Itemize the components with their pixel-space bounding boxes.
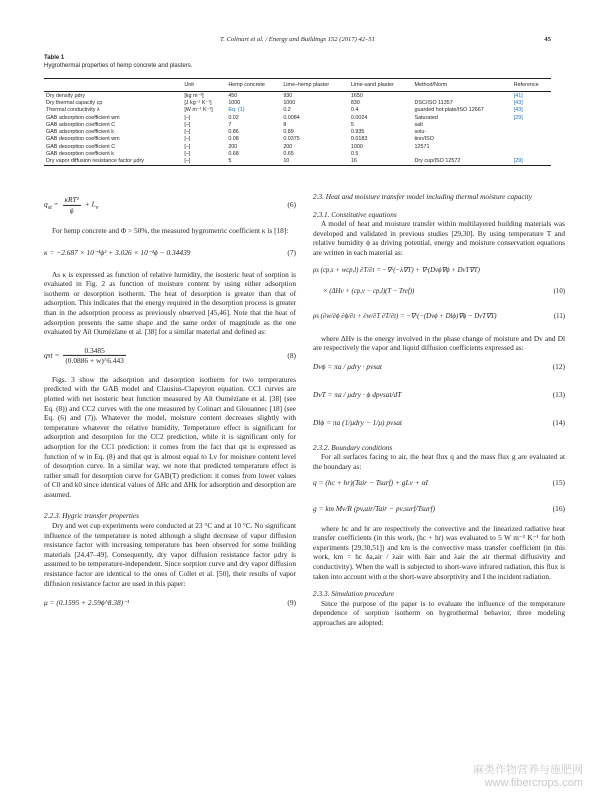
equation-8: [44, 337, 296, 375]
equation-10b: [313, 284, 565, 300]
paragraph: Since the purpose of the paper is to evaluate the influence of the temperature dependence of sorption isotherm on hygrothermal behavior, three modeling approaches are adopted:: [313, 598, 565, 627]
table-cell: Dry thermal capacity cp: [46, 99, 103, 106]
table-cell: [512, 136, 551, 143]
table-cell: 7: [228, 121, 232, 128]
table-cell: guarded hot plate/ISO 12667: [414, 107, 484, 114]
eq8-number: (8): [287, 350, 296, 360]
table-cell: 830: [350, 99, 360, 106]
table-cell: 1650: [350, 92, 363, 99]
table-row: [44, 136, 551, 143]
eq14-body: Dlϕ = πa (1/μdry − 1/μ) pvsat: [313, 417, 402, 427]
table-cell: [512, 143, 551, 150]
table-cell: [–]: [184, 129, 191, 136]
table-cell: 0.5: [350, 151, 359, 158]
table-cell: salt: [414, 121, 423, 128]
eq12-body: Dvϕ = πa / μdry · pvsat: [313, 361, 382, 371]
table-label: Table 1: [44, 55, 65, 61]
eq16-body: g = km Mv/R (pv,air/Tair − pv,surf/Tsurf): [313, 503, 436, 513]
table-cell: 0.935: [350, 129, 365, 136]
table-row: [44, 92, 551, 100]
table-caption: [44, 54, 192, 70]
eq7-number: (7): [287, 247, 296, 257]
equation-11: [313, 300, 565, 334]
paragraph: As κ is expressed as function of relative humidity, the isosteric heat of sorption is evaluated in Fig. 2 as function of moisture content by using either adsorption isotherm or desorption isotherm. The heat of desorption is greater than that of adsorption. This indicates that the energy required in the desorption process is greater than in the adsorption process as previously observed [45,46]. Note that the heat of adsorption presents the same shape and the same order of magnitude as the one evaluated by Aït Oumézïane et al. [38] for a similar material and defined as:: [44, 269, 296, 337]
equation-14: [313, 409, 565, 437]
table-cell: 1000: [283, 99, 296, 106]
right-column: [313, 192, 565, 627]
column-header: Lime-sand plaster: [349, 79, 413, 92]
table-cell: 0.65: [283, 151, 294, 158]
column-header: Unit: [182, 79, 226, 92]
table-cell: 0.08: [228, 136, 239, 143]
table-cell: 200: [283, 143, 293, 150]
eq10a-body: ρs (cp,s + wcp,l) ∂T/∂t = −∇·(−λ∇T) + ∇·(Dvϕ∇ϕ + DvT∇T): [313, 266, 480, 274]
eq13-number: (13): [552, 389, 565, 399]
table-cell: solu-: [414, 129, 427, 136]
table-cell: [–]: [184, 136, 191, 143]
paragraph: Dry and wet cup experiments were conducted at 23 °C and at 10 °C. No significant influence of the temperature is noted although a slight decrease of vapor diffusion resistance factor with increasing temperature has been observed for some building materials [24,47–49]. Consequently, dry vapor diffusion resistance factor μdry is assumed to be temperature-independent. Since sorption curve and dry vapor diffusion resistance factor are identical to the ones of Collet et al. [50], their results of vapor diffusion resistance factor are used in this paper:: [44, 521, 296, 588]
table-cell: 1000: [350, 143, 363, 150]
eq9-body: μ = (0.1595 + 2.59ϕ^8.38)⁻¹: [44, 598, 130, 608]
table-cell: GAB desorption coefficient k: [46, 151, 114, 158]
table-cell: [512, 150, 551, 157]
table-cell: Dry cup/ISO 12572: [412, 158, 511, 166]
table-cell: 0.0024: [350, 114, 368, 121]
eq10b-body: × (ΔHv + (cp,v − cp,l)(T − Tref)): [323, 287, 415, 295]
eq11-number: (11): [553, 312, 565, 320]
section-heading-2-3: 2.3. Heat and moisture transfer model including thermal moisture capacity: [313, 192, 532, 201]
eq6-number: (6): [287, 200, 296, 210]
eq10-number: (10): [553, 287, 565, 295]
table-cell: [512, 121, 551, 128]
eq8-lhs: qst =: [44, 350, 60, 360]
table-cell: [41]: [513, 92, 523, 99]
equation-10a: [313, 258, 565, 284]
table-cell: [–]: [184, 114, 191, 121]
section-heading-2-3-3: 2.3.3. Simulation procedure: [313, 589, 395, 599]
eq14-number: (14): [552, 417, 565, 427]
running-header: [44, 36, 551, 48]
table-cell: [–]: [182, 158, 226, 166]
table-cell: [43]: [513, 99, 523, 106]
table-cell: tion/ISO: [414, 136, 434, 143]
table-cell: GAB desorption coefficient C: [46, 143, 116, 150]
table-cell: [J kg⁻¹ K⁻¹]: [184, 99, 212, 106]
table-cell: 5: [350, 121, 354, 128]
table-cell: 0.2: [283, 107, 291, 114]
paragraph: where hc and hr are respectively the convective and the linearized radiative heat transfer coefficients (in this work, (hc + hr) was evaluated to 5 W m⁻² K⁻¹ for both experiments [29,30,51]) and km is the convective mass transfer coefficient (in this work, km = hc δa,air / λair with δair and λair the air thermal diffusivity and conductivity). When the wall is subjected to short-wave infrared radiation, this flux is taken into account with α the short-wave absorptivity and I the incident radiation.: [313, 523, 565, 581]
paragraph: A model of heat and moisture transfer within multilayered building materials was developed and validated in previous studies [29,30]. By using temperature T and relative humidity ϕ as driving potential, energy and moisture conservation equations are written in each material as:: [313, 219, 565, 257]
column-header: Reference: [512, 79, 551, 92]
eq15-number: (15): [552, 477, 565, 487]
table-cell: [412, 150, 511, 157]
paragraph: For all surfaces facing to air, the heat flux q and the mass flux g are evaluated at the boundary as:: [313, 452, 565, 471]
paragraph: For hemp concrete and Φ > 50%, the measured hygrometric coefficient κ is [18]:: [52, 226, 289, 235]
table-title: Hygrothermal properties of hemp concrete and plasters.: [44, 63, 193, 69]
table-cell: [W m⁻¹ K⁻¹]: [184, 107, 213, 114]
eq7-body: κ = −2.687 × 10⁻⁴ϕ² + 3.026 × 10⁻²ϕ − 0.34439: [44, 247, 191, 257]
table-cell: 16: [349, 158, 413, 166]
eq15-body: q = (hc + hr)(Tair − Tsurf) + gLv + αI: [313, 477, 428, 487]
equation-12: [313, 353, 565, 381]
table-cell: [43]: [513, 107, 523, 114]
eq11-body: ρs (∂w/∂ϕ ∂ϕ/∂t + ∂w/∂T ∂T/∂t) = −∇·(−(Dvϕ + Dlϕ)∇ϕ − DvT∇T): [313, 312, 497, 320]
table-cell: 0.86: [228, 129, 239, 136]
section-heading-2-3-2: 2.3.2. Boundary conditions: [313, 442, 393, 452]
table-row: [44, 107, 551, 114]
table-row: [44, 121, 551, 128]
equation-16: [313, 494, 565, 524]
table-body: [44, 92, 551, 166]
eq12-number: (12): [552, 361, 565, 371]
table-cell: 0.68: [228, 151, 239, 158]
section-heading-2-3-1: 2.3.1. Constitutive equations: [313, 209, 397, 219]
paragraph: Figs. 3 show the adsorption and desorption isotherm for two temperatures predicted with the GAB model and Clausius-Clapeyron equation. CC1 curves are plotted with net isosteric heat function measured by Aït Oumézïane et al. [38] (see Eq. (8)) and CC2 curves with the one measured by Colinart and Glouannec [18] (see Eq. (6) and (7)). Whatever the model, moisture content decreases slightly with temperature whatever the relative humidity. Temperature effect is significant for adsorption and desorption for the CC2 prediction, while it is significant only for adsorption for the CC1 prediction: it comes from the fact that qst is expressed as function of w in Eq. (8) and that qst is almost equal to Lv for moisture content level of desorption curve. In a similar way, we note that predicted temperature effect is rather small for desorption curve for GAB(T) prediction: it comes from lower values of C0 and k0 since identical values of ΔHc and ΔHk for adsorption and desorption are assumed.: [44, 374, 296, 499]
table-cell: 0.0183: [350, 136, 368, 143]
table-cell: 0.4: [350, 107, 359, 114]
table-cell: 200: [228, 143, 238, 150]
eq8-denominator: (0.0886 + w)^6.443: [65, 356, 124, 366]
table-cell: 8: [283, 121, 287, 128]
watermark: [473, 764, 583, 790]
column-header: Hemp concrete: [226, 79, 281, 92]
table-cell: Eq. (1): [228, 107, 245, 114]
table-cell: 0.02: [228, 114, 239, 121]
page-number: 45: [544, 36, 551, 43]
equation-15: [313, 472, 565, 494]
table-cell: [412, 92, 511, 100]
column-header: [44, 79, 182, 92]
table-cell: 0.0084: [283, 114, 300, 121]
table-row: [44, 128, 551, 135]
column-header: Lime–hemp plaster: [281, 79, 349, 92]
table-cell: GAB adsorption coefficient C: [46, 121, 116, 128]
table-cell: [–]: [184, 151, 191, 158]
table-row: [44, 99, 551, 106]
table-row: [44, 143, 551, 150]
table-cell: GAB adsorption coefficient k: [46, 129, 114, 136]
equation-13: [313, 381, 565, 409]
table-cell: [–]: [184, 143, 191, 150]
table-cell: 450: [228, 92, 238, 99]
eq8-numerator: 0.3485: [63, 346, 126, 357]
journal-citation: T. Colinart et al. / Energy and Buildings 152 (2017) 42–51: [220, 36, 375, 43]
table-cell: 10: [281, 158, 349, 166]
table-cell: GAB desorption coefficient wm: [46, 136, 120, 143]
table-cell: [kg m⁻³]: [184, 92, 204, 99]
watermark-line-2: www.fibercrops.com: [484, 777, 583, 789]
table-cell: 930: [283, 92, 293, 99]
table-cell: GAB adsorption coefficient wm: [46, 114, 120, 121]
paragraph: where ΔHv is the energy involved in the phase change of moisture and Dv and Dl are respectively the vapor and liquid diffusion coefficients expressed as:: [313, 333, 565, 353]
table-cell: 5: [226, 158, 281, 166]
eq13-body: DvT = πa / μdry · ϕ dpvsat/dT: [313, 389, 402, 399]
eq6-body: $q_{st}$ = $\frac{\text{κRT²}}{\phi}$ + $L_v$: [44, 194, 99, 215]
watermark-line-1: 麻类作物营养与施肥网: [473, 764, 583, 776]
table-cell: [29]: [513, 114, 523, 121]
eq9-number: (9): [287, 598, 296, 608]
table-header-row: [44, 79, 551, 92]
table-cell: [–]: [184, 121, 191, 128]
table-cell: 0.89: [283, 129, 294, 136]
table-row: [44, 150, 551, 157]
equation-9: [44, 588, 296, 618]
table-row: [44, 114, 551, 121]
table-cell: 1000: [228, 99, 241, 106]
table-cell: Saturated: [414, 114, 438, 121]
table-cell: 12571: [414, 143, 430, 150]
eq16-number: (16): [552, 503, 565, 513]
column-header: Method/Norm: [412, 79, 511, 92]
equation-6: [44, 190, 296, 220]
table-cell: 0.0375: [283, 136, 300, 143]
table-cell: Dry density ρdry: [46, 92, 86, 99]
left-column: [44, 190, 296, 618]
table-cell: [512, 128, 551, 135]
table-row: [44, 158, 551, 166]
equation-7: [44, 236, 296, 270]
eq8-body: [44, 346, 128, 366]
table-cell: [29]: [512, 158, 551, 166]
table-cell: DSC/ISO 11357: [414, 99, 453, 106]
properties-table: [44, 78, 551, 166]
table-cell: Dry vapor diffusion resistance factor μdry: [44, 158, 182, 166]
table-cell: Thermal conductivity λ: [46, 107, 100, 114]
section-heading-2-2-3: 2.2.3. Hygric transfer properties: [44, 511, 139, 521]
